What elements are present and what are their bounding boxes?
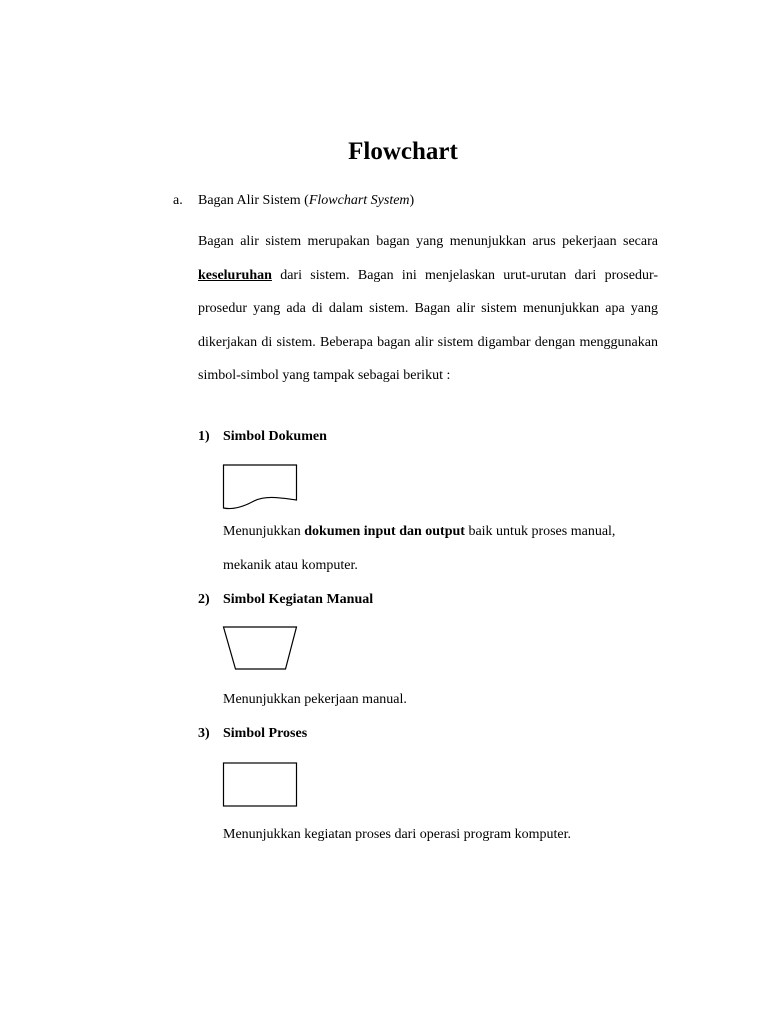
intro-text-after: dari sistem. Bagan ini menjelaskan urut-urutan dari prosedur-prosedur yang ada di dalam sistem. Bagan alir sistem menunjukkan apa yang dikerjakan di sistem. Beberapa bagan alir sistem digambar dengan menggunakan simbol-simbol yang tampak sebagai berikut :	[198, 267, 658, 383]
intro-text-before: Bagan alir sistem merupakan bagan yang menunjukkan arus pekerjaan secara	[198, 234, 658, 249]
section-label-italic: Flowchart System	[308, 193, 410, 208]
item-desc-post: baik untuk proses manual, mekanik atau komputer.	[223, 524, 616, 573]
item-number: 2)	[198, 592, 210, 607]
intro-paragraph	[198, 225, 658, 393]
item-title-dokumen	[198, 427, 327, 447]
intro-keyword: keseluruhan	[198, 267, 272, 283]
item-desc-dokumen	[223, 515, 663, 583]
item-title-proses	[198, 724, 307, 744]
section-label-pre: Bagan Alir Sistem (	[198, 193, 309, 208]
item-title-text: Simbol Dokumen	[223, 429, 327, 444]
section-marker: a.	[173, 193, 183, 208]
item-title-text: Simbol Kegiatan Manual	[223, 592, 374, 607]
item-title-kegiatan-manual	[198, 590, 373, 610]
process-symbol-icon	[221, 760, 299, 810]
section-heading	[173, 191, 414, 211]
item-desc-bold: dokumen input dan output	[304, 524, 465, 539]
page-title: Flowchart	[348, 138, 458, 165]
item-desc-pre: Menunjukkan	[223, 524, 305, 539]
item-desc-kegiatan-manual: Menunjukkan pekerjaan manual.	[223, 692, 407, 707]
section-label-post: )	[409, 193, 415, 208]
document-symbol-icon	[221, 462, 299, 512]
item-title-text: Simbol Proses	[223, 726, 308, 741]
item-number: 3)	[198, 726, 210, 741]
item-number: 1)	[198, 429, 210, 444]
item-desc-proses: Menunjukkan kegiatan proses dari operasi program komputer.	[223, 827, 571, 842]
manual-operation-symbol-icon	[221, 624, 299, 674]
